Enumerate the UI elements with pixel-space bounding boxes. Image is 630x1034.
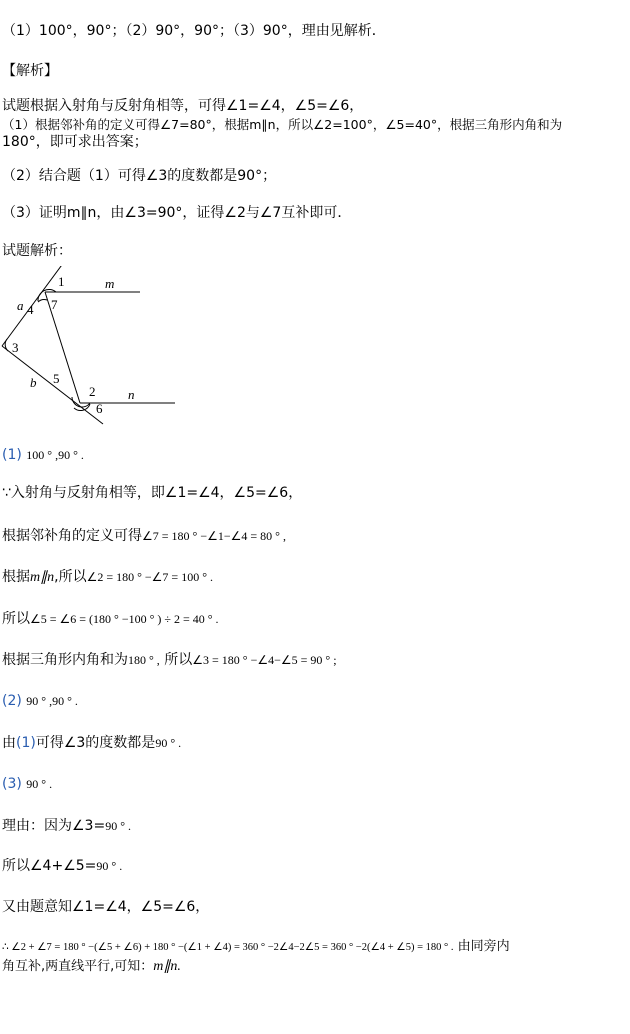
label-b: b bbox=[30, 375, 37, 390]
solution-line-6-text: 由 bbox=[2, 735, 16, 751]
solution-line-8-text: 所以∠4+∠5= bbox=[2, 858, 97, 874]
label-angle-3: 3 bbox=[12, 340, 19, 355]
answer-line: （1）100°，90°；（2）90°，90°；（3）90°，理由见解析． bbox=[2, 23, 386, 39]
arc-angle-4-7 bbox=[38, 300, 47, 302]
solution-line-3-mn: m∥n bbox=[30, 570, 55, 585]
solution-line-3-math: ∠2 = 180 ° −∠7 = 100 ° . bbox=[86, 570, 213, 584]
solution-line-5-text2: 所以 bbox=[159, 652, 193, 668]
solution-line-6-math: 90 ° . bbox=[155, 736, 182, 750]
label-angle-2: 2 bbox=[89, 384, 96, 399]
solution-line-2 bbox=[2, 527, 286, 545]
analysis-heading: 【解析】 bbox=[2, 63, 58, 79]
solution-line-6-ref: (1) bbox=[16, 735, 36, 751]
solution-line-10-text: 由同旁内 bbox=[453, 939, 510, 954]
part-2-number: (2) bbox=[2, 693, 22, 709]
label-angle-1: 1 bbox=[58, 274, 65, 289]
solution-part-3-header bbox=[2, 775, 52, 793]
solution-line-5 bbox=[2, 651, 337, 669]
solution-heading: 试题解析： bbox=[2, 243, 72, 259]
solution-line-10 bbox=[2, 938, 510, 957]
solution-line-3-text2: ,所以 bbox=[54, 569, 87, 585]
solution-line-2-math: ∠7 = 180 ° −∠1−∠4 = 80 ° , bbox=[142, 529, 286, 543]
solution-line-6 bbox=[2, 734, 181, 752]
solution-line-4-math: ∠5 = ∠6 = (180 ° −100 ° ) ÷ 2 = 40 ° . bbox=[30, 612, 219, 626]
solution-line-8-math: 90 ° . bbox=[96, 859, 123, 873]
solution-line-7-text: 理由：因为∠3= bbox=[2, 818, 106, 834]
label-angle-4: 4 bbox=[27, 302, 34, 317]
analysis-line-3: 180°，即可求出答案； bbox=[2, 134, 148, 150]
solution-line-7-math: 90 ° . bbox=[105, 819, 132, 833]
solution-part-1-header bbox=[2, 446, 84, 464]
solution-line-11-mn: m∥n. bbox=[153, 959, 181, 974]
solution-line-10-math: ∴ ∠2 + ∠7 = 180 ° −(∠5 + ∠6) + 180 ° −(∠1 + ∠4) = 360 ° −2∠4−2∠5 = 360 ° −2(∠4 + ∠5) = 180 ° . bbox=[2, 942, 454, 953]
label-angle-7: 7 bbox=[51, 297, 58, 312]
solution-line-9: 又由题意知∠1=∠4，∠5=∠6， bbox=[2, 899, 210, 915]
part-1-value: 100 ° ,90 ° . bbox=[26, 448, 84, 462]
analysis-line-5: （3）证明m∥n，由∠3=90°，证得∠2与∠7互补即可． bbox=[2, 205, 352, 221]
solution-line-4 bbox=[2, 610, 219, 628]
solution-line-5-math1: 180 ° , bbox=[128, 653, 160, 667]
analysis-line-2: （1）根据邻补角的定义可得∠7=80°，根据m∥n，所以∠2=100°，∠5=40°，根据三角形内角和为 bbox=[2, 117, 563, 132]
solution-line-3-text: 根据 bbox=[2, 569, 30, 585]
part-3-number: (3) bbox=[2, 776, 22, 792]
label-m: m bbox=[105, 276, 115, 291]
analysis-line-1: 试题根据入射角与反射角相等，可得∠1=∠4，∠5=∠6， bbox=[2, 98, 364, 114]
solution-line-5-text: 根据三角形内角和为 bbox=[2, 652, 128, 668]
solution-line-7 bbox=[2, 817, 131, 835]
solution-part-2-header bbox=[2, 692, 78, 710]
solution-line-11-text: 角互补,两直线平行,可知： bbox=[2, 959, 154, 974]
solution-line-5-math2: ∠3 = 180 ° −∠4−∠5 = 90 ° ; bbox=[192, 653, 337, 667]
label-angle-6: 6 bbox=[96, 401, 103, 416]
label-n: n bbox=[128, 387, 135, 402]
part-3-value: 90 ° . bbox=[26, 777, 53, 791]
solution-line-3 bbox=[2, 568, 213, 587]
part-2-value: 90 ° ,90 ° . bbox=[26, 694, 78, 708]
solution-line-8 bbox=[2, 857, 122, 875]
label-a: a bbox=[17, 298, 24, 313]
geometry-figure bbox=[0, 266, 190, 436]
solution-line-1: ∵入射角与反射角相等，即∠1=∠4，∠5=∠6， bbox=[2, 485, 303, 501]
analysis-line-4: （2）结合题（1）可得∠3的度数都是90°； bbox=[2, 168, 277, 184]
part-1-number: (1) bbox=[2, 447, 22, 463]
solution-line-4-text: 所以 bbox=[2, 611, 30, 627]
solution-line-2-text: 根据邻补角的定义可得 bbox=[2, 528, 142, 544]
label-angle-5: 5 bbox=[53, 371, 60, 386]
solution-line-6-text2: 可得∠3的度数都是 bbox=[35, 735, 156, 751]
solution-line-11 bbox=[2, 957, 181, 976]
